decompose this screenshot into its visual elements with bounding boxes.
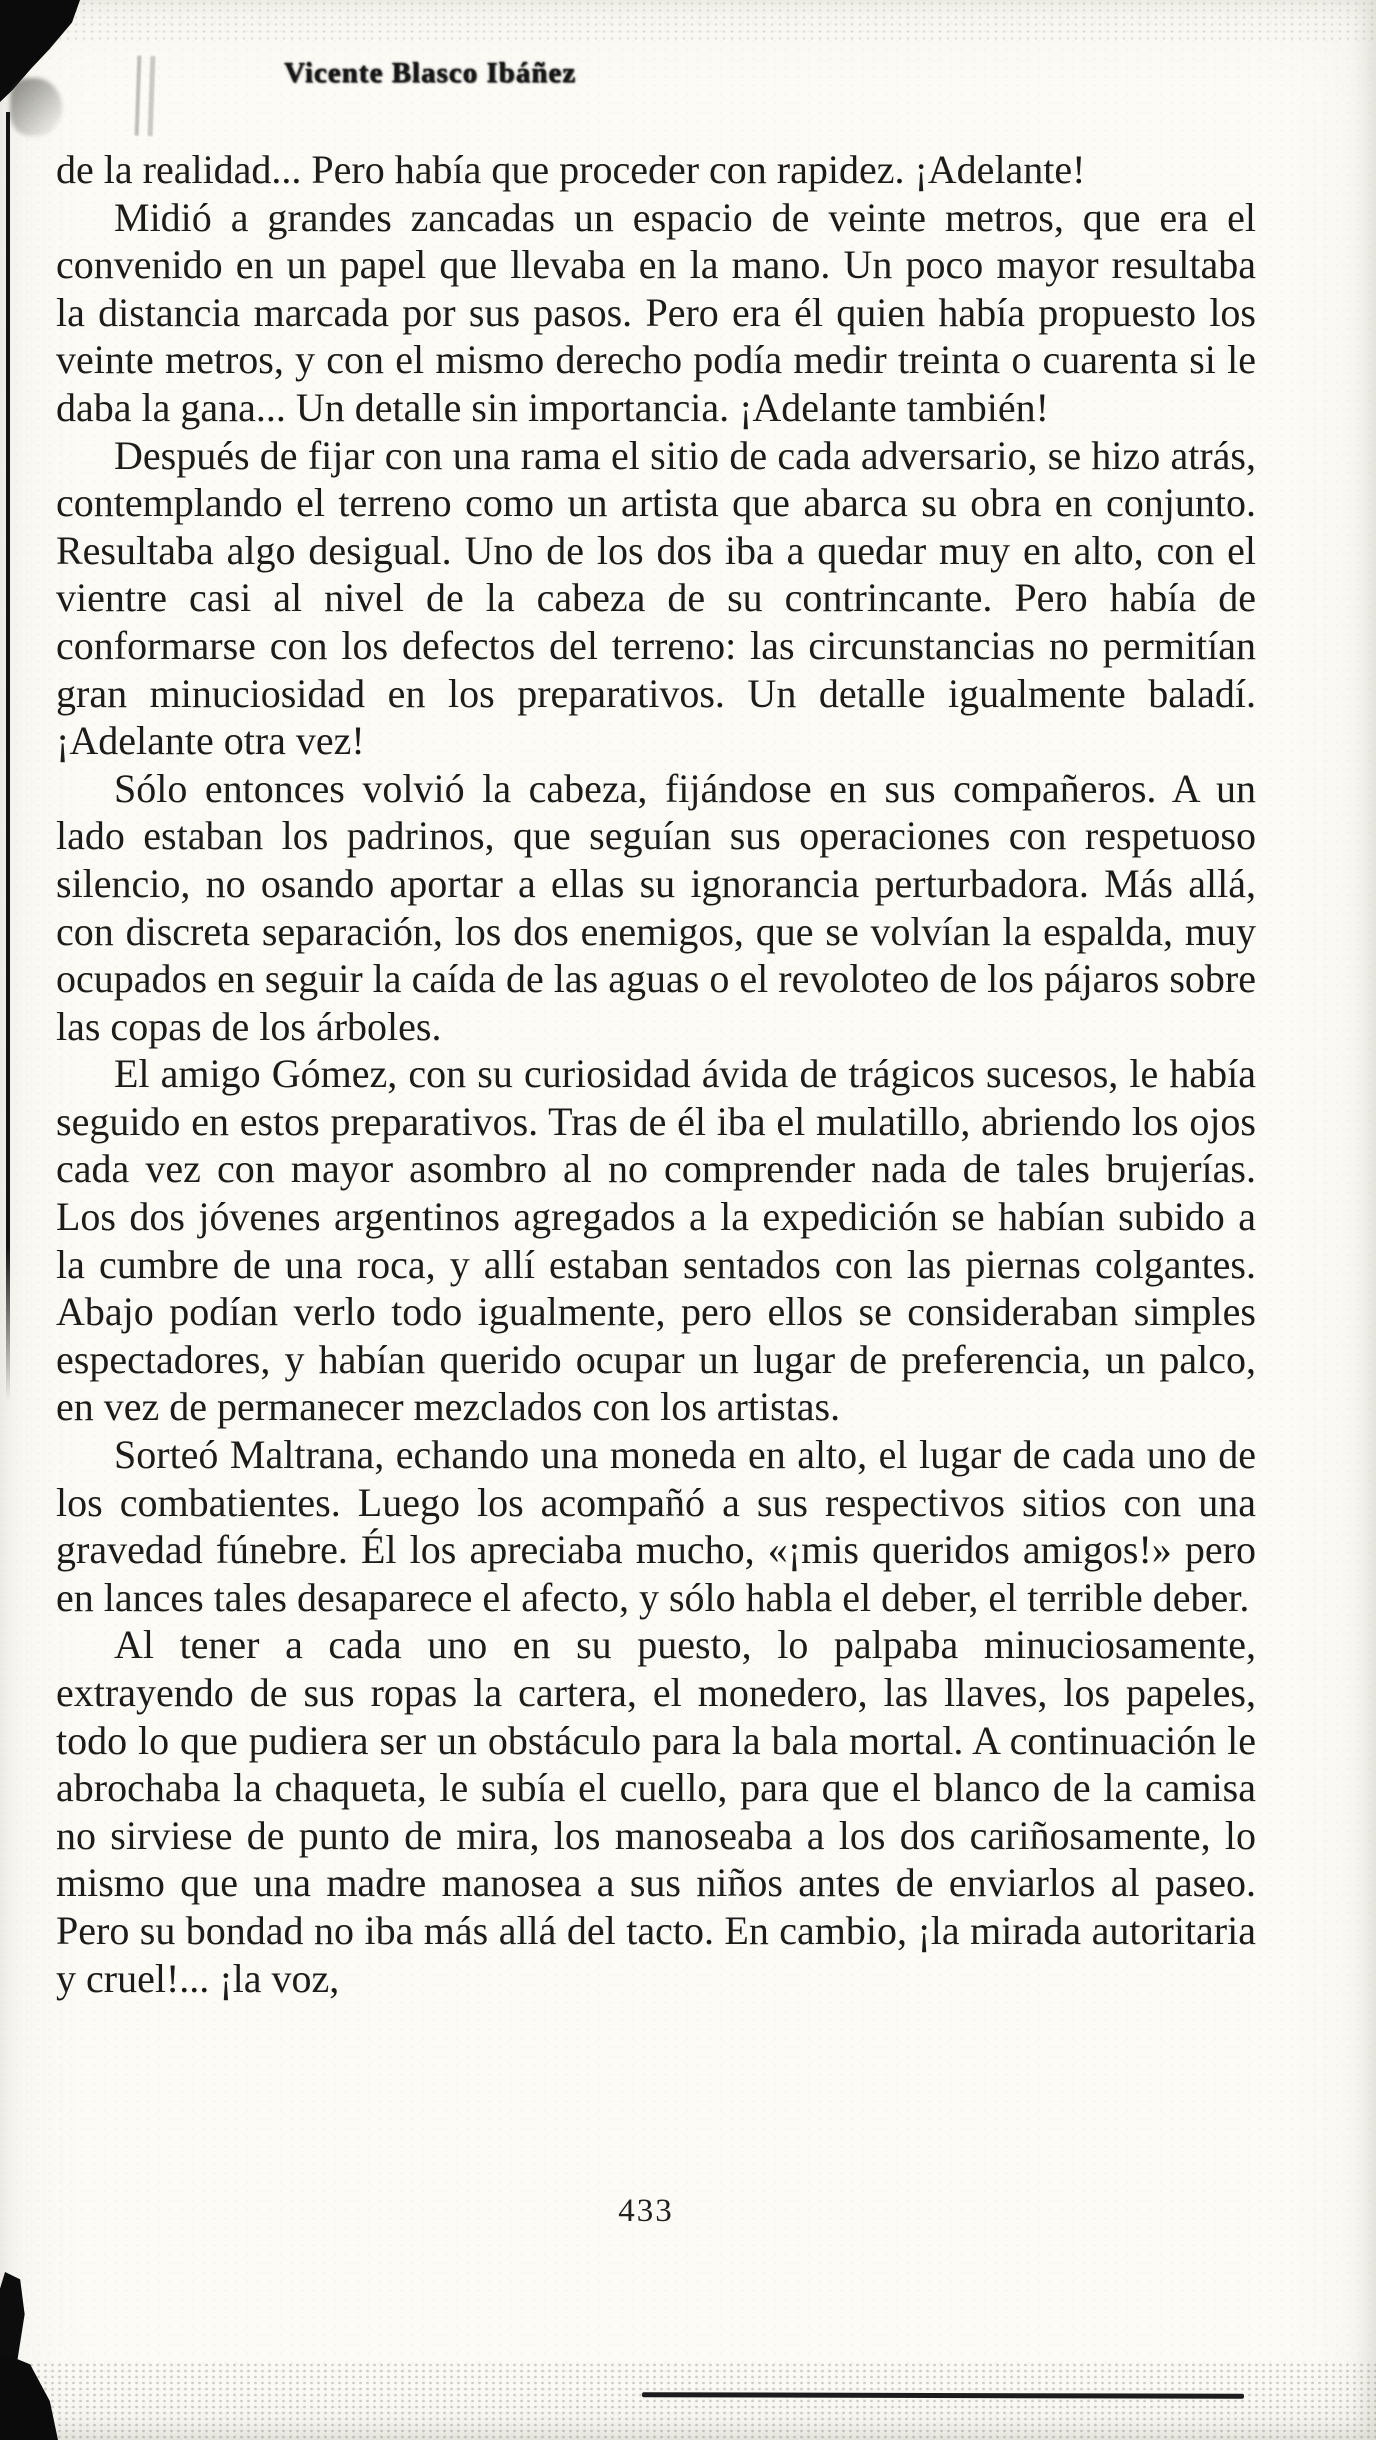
scan-ink-smear-top-left	[10, 78, 62, 136]
page-number: 433	[618, 2193, 674, 2229]
scan-line-bottom-right	[642, 2392, 1244, 2399]
scan-ink-blob-bottom-corner	[0, 2352, 58, 2440]
scan-noise-top-edge	[0, 0, 1376, 42]
running-header-text: Vicente Blasco Ibáñez	[284, 57, 577, 89]
paragraph: Sorteó Maltrana, echando una moneda en alto, el lugar de cada uno de los combatientes. Luego los acompañó a sus respectivos sitios con una gravedad fúnebre. Él los apreciaba mucho, «¡mis queridos amigos!» pero en lances tales desaparece el afecto, y sólo habla el deber, el terrible deber.	[56, 1432, 1256, 1620]
paragraph: Sólo entonces volvió la cabeza, fijándose en sus compañeros. A un lado estaban los padrinos, que seguían sus operaciones con respetuoso silencio, no osando aportar a ellas su ignorancia perturbadora. Más allá, con discreta separación, los dos enemigos, que se volvían la espalda, muy ocupados en seguir la caída de las aguas o el revoloteo de los pájaros sobre las copas de los árboles.	[56, 765, 1256, 1049]
paragraph: Después de fijar con una rama el sitio de cada adversario, se hizo atrás, contemplando el terreno como un artista que abarca su obra en conjunto. Resultaba algo desigual. Uno de los dos iba a quedar muy en alto, con el vientre casi al nivel de la cabeza de su contrincante. Pero había de conformarse con los defectos del terreno: las circunstancias no permitían gran minuciosidad en los preparativos. Un detalle igualmente baladí. ¡Adelante otra vez!	[56, 432, 1256, 764]
page-text	[56, 146, 1256, 2002]
paragraph: El amigo Gómez, con su curiosidad ávida de trágicos sucesos, le había seguido en estos preparativos. Tras de él iba el mulatillo, abriendo los ojos cada vez con mayor asombro al no comprender nada de tales brujerías. Los dos jóvenes argentinos agregados a la expedición se habían subido a la cumbre de una roca, y allí estaban sentados con las piernas colgantes. Abajo podían verlo todo igualmente, pero ellos se consideraban simples espectadores, y habían querido ocupar un lugar de preferencia, un palco, en vez de permanecer mezclados con los artistas.	[56, 1051, 1256, 1430]
scan-ink-mark-bottom-left	[0, 2272, 28, 2364]
scan-noise-bottom-edge	[0, 2362, 1376, 2440]
running-header	[284, 57, 576, 90]
paragraph: Al tener a cada uno en su puesto, lo palpaba minuciosamente, extrayendo de sus ropas la cartera, el monedero, las llaves, los papeles, todo lo que pudiera ser un obstáculo para la bala mortal. A continuación le abrochaba la chaqueta, le subía el cuello, para que el blanco de la camisa no sirviese de punto de mira, los manoseaba a los dos cariñosamente, lo mismo que una madre manosea a sus niños antes de enviarlos al paseo. Pero su bondad no iba más allá del tacto. En cambio, ¡la mirada autoritaria y cruel!... ¡la voz,	[56, 1622, 1256, 2001]
scan-binding-line-left	[6, 112, 10, 1402]
paragraph: Midió a grandes zancadas un espacio de veinte metros, que era el convenido en un papel que llevaba en la mano. Un poco mayor resultaba la distancia marcada por sus pasos. Pero era él quien había propuesto los veinte metros, y con el mismo derecho podía medir treinta o cuarenta si le daba la gana... Un detalle sin importancia. ¡Adelante también!	[56, 194, 1256, 430]
paragraph: de la realidad... Pero había que proceder con rapidez. ¡Adelante!	[56, 147, 1086, 192]
scan-smudge-near-header	[135, 56, 162, 137]
